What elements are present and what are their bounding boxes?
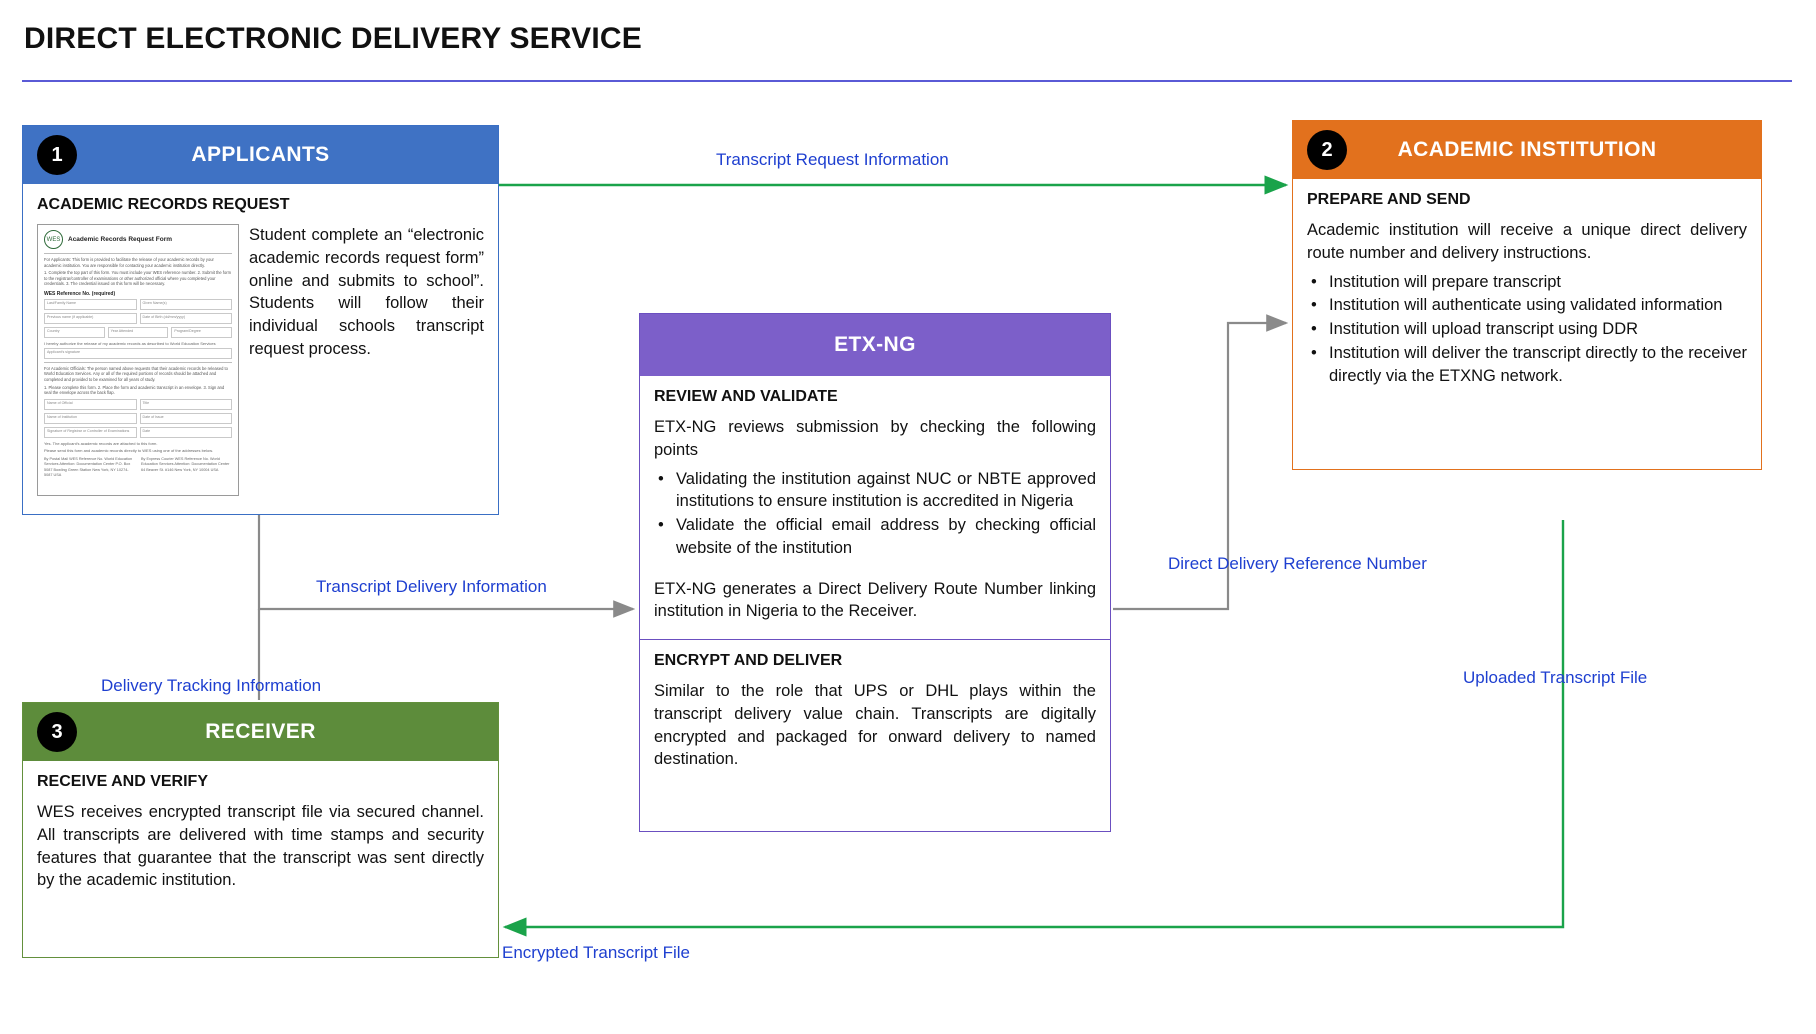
institution-bullet: • Institution will authenticate using validated information bbox=[1329, 294, 1747, 317]
form-thumb-field: Program/Degree bbox=[171, 327, 232, 338]
academic-records-request-form-thumbnail bbox=[37, 224, 239, 496]
form-thumb-field: Title bbox=[140, 399, 233, 410]
applicants-description: Student complete an “electronic academic records request form” online and submits to school”. Students will follow their individual schools transcript request process. bbox=[249, 226, 484, 358]
page-title: DIRECT ELECTRONIC DELIVERY SERVICE bbox=[24, 22, 643, 55]
wes-logo-icon: WES bbox=[44, 230, 63, 249]
receiver-header bbox=[23, 703, 498, 761]
form-thumb-address-courier: By Express Courier WES Reference No. World Education Services Attention: Documentation Center 64 Beaver St. #146 New York, NY 10004 USA bbox=[141, 456, 230, 472]
etxng-header-title: ETX-NG bbox=[834, 333, 916, 356]
panel-academic-institution bbox=[1292, 120, 1762, 470]
form-thumb-field: Last/Family Name bbox=[44, 299, 137, 310]
connector-label-direct-delivery-reference-number: Direct Delivery Reference Number bbox=[1168, 554, 1427, 573]
applicants-step-badge: 1 bbox=[37, 135, 77, 175]
institution-bullet: • Institution will upload transcript using DDR bbox=[1329, 318, 1747, 341]
institution-description: Academic institution will receive a unique direct delivery route number and delivery instructions. bbox=[1307, 221, 1747, 262]
institution-bullets bbox=[1307, 271, 1747, 388]
form-thumb-intro-1: For Applicants: This form is provided to facilitate the release of your academic records by your academic institution. You are responsible for contacting your academic institution directly. bbox=[44, 257, 214, 268]
form-thumb-field: Previous name (if applicable) bbox=[44, 313, 137, 324]
applicants-header bbox=[23, 126, 498, 184]
panel-etxng bbox=[639, 313, 1111, 832]
form-thumb-divider bbox=[44, 253, 232, 254]
receiver-body bbox=[23, 761, 498, 957]
form-thumb-field: Name of Institution bbox=[44, 413, 137, 424]
form-thumb-field: Signature of Registrar or Controller of Examinations bbox=[44, 427, 137, 438]
etxng-review-intro: ETX-NG reviews submission by checking the following points bbox=[654, 418, 1096, 459]
form-thumb-note-2: Please send this form and academic records directly to WES using one of the addresses below. bbox=[44, 447, 213, 453]
connector-label-transcript-request-information: Transcript Request Information bbox=[716, 150, 949, 169]
etxng-header bbox=[640, 314, 1110, 376]
form-thumb-field: Country bbox=[44, 327, 105, 338]
form-thumb-checkbox-label: Yes. The applicant's academic records are attached to this form. bbox=[44, 440, 158, 446]
form-thumb-title: Academic Records Request Form bbox=[68, 236, 173, 243]
institution-header-title: ACADEMIC INSTITUTION bbox=[1397, 138, 1657, 161]
form-thumb-divider bbox=[44, 362, 232, 363]
institution-step-badge: 2 bbox=[1307, 130, 1347, 170]
connector-label-uploaded-transcript-file: Uploaded Transcript File bbox=[1463, 668, 1648, 687]
receiver-header-title: RECEIVER bbox=[205, 720, 316, 743]
form-thumb-field: Applicant's signature bbox=[44, 348, 232, 359]
panel-applicants bbox=[22, 125, 499, 515]
form-thumb-field: Name of Official bbox=[44, 399, 137, 410]
etxng-encrypt-description: Similar to the role that UPS or DHL plays within the transcript delivery value chain. Transcripts are digitally encrypted and packaged for onward delivery to named destination. bbox=[654, 682, 1096, 769]
applicants-header-title: APPLICANTS bbox=[191, 143, 330, 166]
connector-label-transcript-delivery-information: Transcript Delivery Information bbox=[316, 577, 547, 596]
etxng-review-outro: ETX-NG generates a Direct Delivery Route Number linking institution in Nigeria to the Receiver. bbox=[654, 579, 1096, 621]
applicants-section-title: ACADEMIC RECORDS REQUEST bbox=[37, 196, 290, 213]
form-thumb-note-1: I hereby authorize the release of my academic records as described to World Education Services bbox=[44, 340, 216, 346]
receiver-section-title: RECEIVE AND VERIFY bbox=[37, 773, 208, 790]
form-thumb-field: Date of Issue bbox=[140, 413, 233, 424]
etxng-review-bullet: • Validating the institution against NUC or NBTE approved institutions to ensure institution is accredited in Nigeria bbox=[676, 468, 1096, 514]
panel-receiver bbox=[22, 702, 499, 958]
form-thumb-field: Date bbox=[140, 427, 233, 438]
etxng-encrypt-section bbox=[640, 640, 1110, 831]
form-thumb-intro-2: 1. Complete the top part of this form. You must include your WES reference number. 2. Submit the form to the registrar/controller of examinations or other authorized official where you completed your credentials. 3. The credential issued on this form will be necessary. bbox=[44, 270, 232, 287]
connector-label-delivery-tracking-information: Delivery Tracking Information bbox=[101, 676, 322, 695]
connector-label-encrypted-transcript-file: Encrypted Transcript File bbox=[502, 943, 691, 962]
etxng-review-section bbox=[640, 376, 1110, 640]
institution-bullet: • Institution will deliver the transcript directly to the receiver directly via the ETXNG network. bbox=[1329, 342, 1747, 388]
etxng-encrypt-title: ENCRYPT AND DELIVER bbox=[654, 652, 843, 670]
applicants-body bbox=[23, 184, 498, 514]
title-divider bbox=[22, 80, 1792, 82]
institution-bullet: • Institution will prepare transcript bbox=[1329, 271, 1747, 294]
form-thumb-field: Year Attended bbox=[108, 327, 169, 338]
form-thumb-address-postal: By Postal Mail WES Reference No. World Education Services Attention: Documentation Center P.O. Box 5087 Bowling Green Station New York, NY 10274-5087 USA bbox=[44, 456, 133, 477]
form-thumb-field: Date of Birth (dd/mm/yyyy) bbox=[140, 313, 233, 324]
institution-header bbox=[1293, 121, 1761, 179]
form-thumb-intro-3: For Academic Officials: The person named above requests that their academic records be released to World Education Services. Any or all of the required portions of records should be attached and completed and provided to be examined for all years of study. bbox=[44, 365, 228, 382]
institution-body bbox=[1293, 179, 1761, 469]
form-thumb-section-1: WES Reference No. (required) bbox=[44, 290, 116, 297]
receiver-description: WES receives encrypted transcript file via secured channel. All transcripts are delivered with time stamps and security features that guarantee that the transcript was sent directly by the academic institution. bbox=[37, 803, 484, 890]
form-thumb-list-1: 1. Please complete this form. 2. Place the form and academic transcript in an envelope. 3. Sign and seal the envelope across the back flap. bbox=[44, 384, 225, 396]
form-thumb-field: Given Name(s) bbox=[140, 299, 233, 310]
etxng-review-title: REVIEW AND VALIDATE bbox=[654, 388, 838, 405]
receiver-step-badge: 3 bbox=[37, 712, 77, 752]
institution-section-title: PREPARE AND SEND bbox=[1307, 191, 1471, 208]
etxng-review-bullets bbox=[654, 468, 1096, 560]
etxng-review-bullet: • Validate the official email address by checking official website of the institution bbox=[676, 514, 1096, 560]
